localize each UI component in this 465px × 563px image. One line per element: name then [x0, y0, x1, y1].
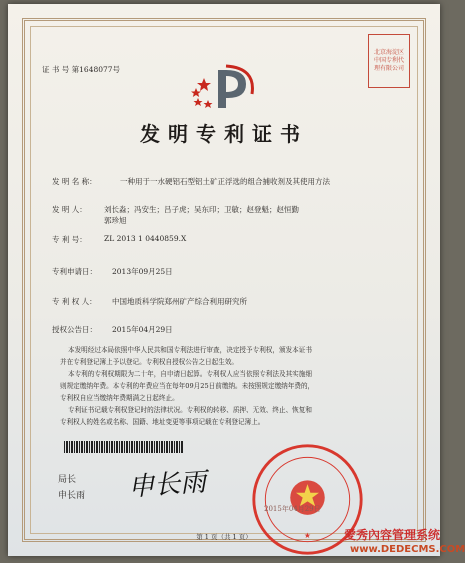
- grant-date: 2015年04月29日: [112, 325, 173, 334]
- page-number: 第 1 页（共 1 页）: [196, 533, 252, 541]
- filing-date-label: 专利申请日：: [52, 267, 97, 276]
- patent-number: ZL 2013 1 0440859.X: [104, 234, 187, 243]
- logo-p-shape: [218, 70, 246, 108]
- svg-text:★: ★: [304, 530, 311, 540]
- certificate-number: 证 书 号 第1648077号: [42, 65, 121, 74]
- director-name: 申长雨: [58, 491, 86, 501]
- logo-star: [194, 98, 203, 106]
- certificate-text: [60, 344, 315, 428]
- inventors-line-2: 郭珍旭: [104, 216, 127, 225]
- watermark-title: 愛秀內容管理系统: [344, 528, 441, 542]
- inventors: 刘长淼；冯安生；吕子虎；吴东印；卫敏；赵登魁；赵恒勤: [104, 205, 299, 214]
- paragraph-1b: 并在专利登记簿上予以登记。专利权自授权公告之日起生效。: [60, 358, 239, 366]
- invention-name-label: 发 明 名 称：: [52, 177, 97, 186]
- paragraph-2b: 则规定缴纳年费。本专利的年费应当在每年09月25日前缴纳。未按照规定缴纳年费的，: [60, 382, 315, 390]
- invention-name: 一种用于一水硬铝石型铝土矿正浮选的组合捕收剂及其使用方法: [120, 177, 330, 186]
- inventor-label: 发 明 人：: [52, 205, 87, 214]
- patent-number-label: 专 利 号：: [52, 235, 87, 244]
- paragraph-1: 本发明经过本局依照中华人民共和国专利法进行审查，决定授予专利权，颁发本证书: [68, 346, 312, 354]
- patent-holder-label: 专 利 权 人：: [52, 297, 97, 306]
- director-title: 局长: [58, 475, 77, 485]
- filing-date: 2013年09月25日: [112, 267, 173, 276]
- paragraph-3b: 专利权人的姓名或名称、国籍、地址变更等事项记载在专利登记簿上。: [60, 418, 265, 426]
- agency-stamp: [368, 34, 410, 88]
- watermark-url: www.DEDECMS.COM: [350, 544, 465, 555]
- logo-star: [191, 88, 201, 97]
- patent-office-logo: [186, 64, 266, 110]
- logo-star: [204, 100, 213, 108]
- page-title: 发明专利证书: [140, 122, 308, 146]
- seal-date: 2015年04月29日: [264, 505, 321, 513]
- director-signature: 申长雨: [127, 467, 208, 503]
- grant-date-label: 授权公告日：: [52, 325, 97, 334]
- paragraph-3: 专利证书记载专利权登记时的法律状况。专利权的转移、质押、无效、终止、恢复和: [68, 406, 312, 414]
- paragraph-2c: 专利权自应当缴纳年费期满之日起终止。: [60, 394, 179, 402]
- stamp-text: 北京海淀区中国专利代理有限公司: [373, 49, 404, 72]
- certificate-page: [8, 4, 440, 556]
- barcode: [64, 441, 184, 453]
- logo-star: [197, 78, 211, 91]
- patent-holder: 中国地质科学院郑州矿产综合利用研究所: [112, 297, 247, 306]
- paragraph-2: 本专利的专利权期限为二十年，自申请日起算。专利权人应当依照专利法及其实施细: [68, 370, 312, 378]
